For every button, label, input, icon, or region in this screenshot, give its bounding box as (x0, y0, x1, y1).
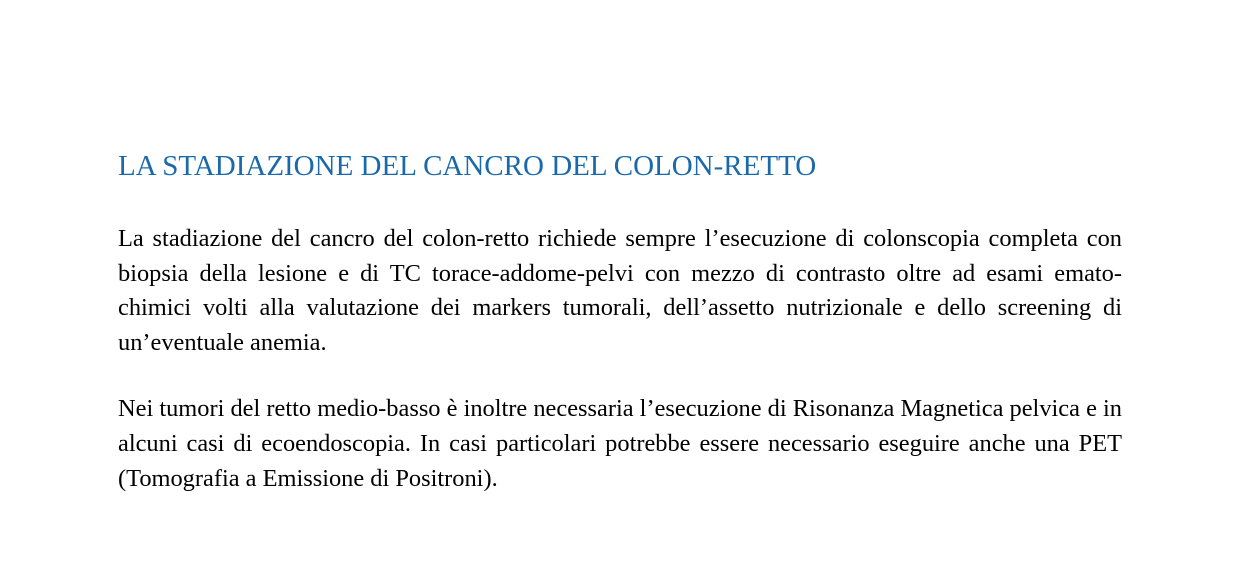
document-page (118, 146, 1122, 528)
paragraph-staging-exams: La stadiazione del cancro del colon-retto richiede sempre l’esecuzione di colonscopia completa con biopsia della lesione e di TC torace-addome-pelvi con mezzo di contrasto oltre ad esami emato-chimici volti alla valutazione dei markers tumorali, dell’assetto nutrizionale e dello screening di un’eventuale anemia. (118, 225, 1122, 356)
paragraph-rectal-tumors: Nei tumori del retto medio-basso è inoltre necessaria l’esecuzione di Risonanza Magnetica pelvica e in alcuni casi di ecoendoscopia. In casi particolari potrebbe essere necessario eseguire anche una PET (Tomografia a Emissione di Positroni). (118, 395, 1122, 492)
page-title: LA STADIAZIONE DEL CANCRO DEL COLON-RETTO (118, 150, 817, 182)
